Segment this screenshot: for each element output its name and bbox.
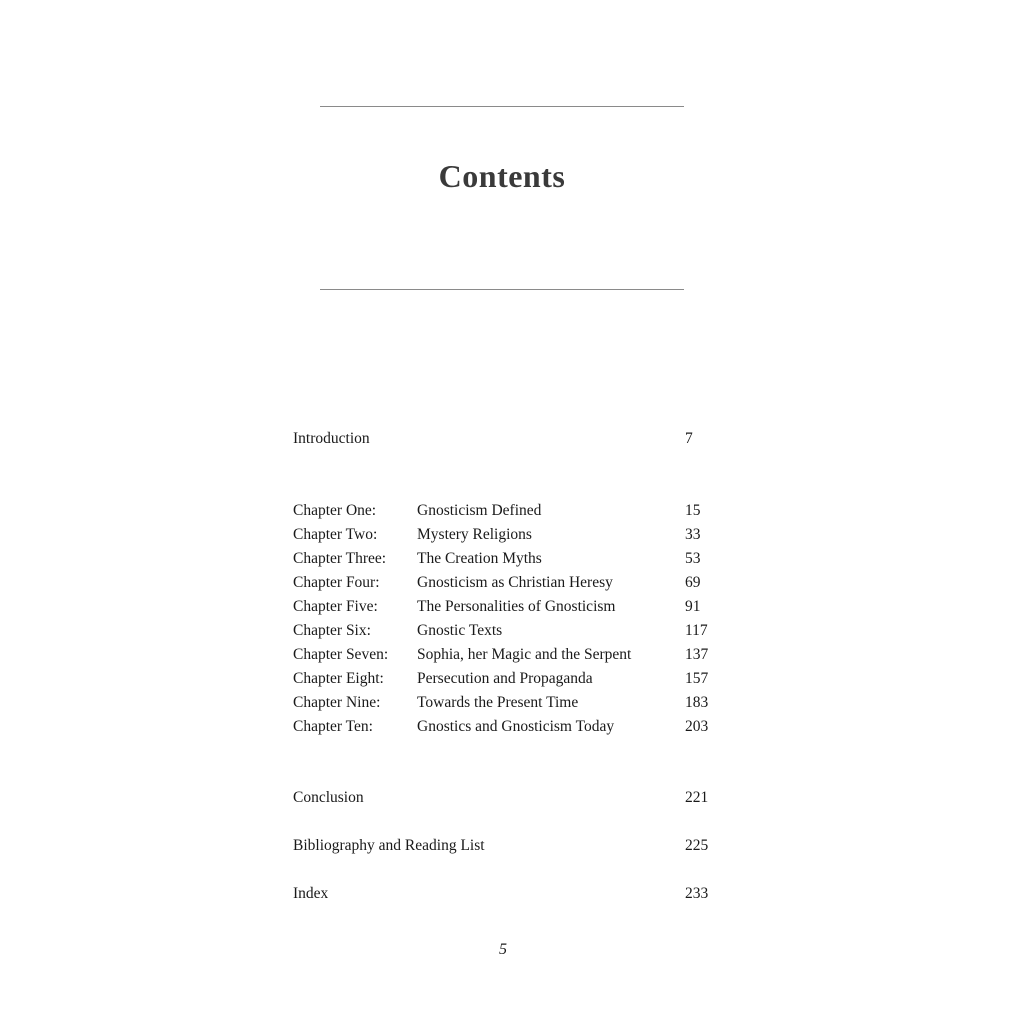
chapter-title: Mystery Religions <box>417 526 532 543</box>
chapter-label: Chapter Seven: <box>293 646 389 663</box>
toc-row <box>293 499 733 523</box>
chapter-title: Towards the Present Time <box>417 694 579 711</box>
chapter-label: Chapter Six: <box>293 622 371 639</box>
chapter-page-number: 137 <box>685 646 709 663</box>
chapter-title: Gnostics and Gnosticism Today <box>417 718 615 735</box>
chapter-label: Chapter Nine: <box>293 694 381 711</box>
bottom-rule <box>320 289 684 290</box>
chapter-page-number: 69 <box>685 574 701 591</box>
chapter-page-number: 117 <box>685 622 708 639</box>
chapter-page-number: 33 <box>685 526 701 543</box>
entry-label: Introduction <box>293 430 370 447</box>
chapter-title: The Creation Myths <box>417 550 542 567</box>
chapter-title: Sophia, her Magic and the Serpent <box>417 646 632 663</box>
chapter-label: Chapter Four: <box>293 574 380 591</box>
toc-row <box>293 619 733 643</box>
top-rule <box>320 106 684 107</box>
entry-label: Bibliography and Reading List <box>293 837 485 854</box>
chapter-label: Chapter Five: <box>293 598 378 615</box>
page-title: Contents <box>438 158 566 194</box>
chapter-page-number: 157 <box>685 670 709 687</box>
chapter-label: Chapter One: <box>293 502 377 519</box>
chapter-title: The Personalities of Gnosticism <box>417 598 616 615</box>
toc-row <box>293 643 733 667</box>
toc-row <box>293 691 733 715</box>
entry-page-number: 7 <box>685 430 693 447</box>
chapter-label: Chapter Eight: <box>293 670 384 687</box>
toc-row <box>293 547 733 571</box>
chapter-title: Persecution and Propaganda <box>417 670 593 687</box>
chapter-label: Chapter Ten: <box>293 718 373 735</box>
chapter-label: Chapter Two: <box>293 526 378 543</box>
chapter-label: Chapter Three: <box>293 550 387 567</box>
chapter-page-number: 53 <box>685 550 701 567</box>
entry-page-number: 225 <box>685 837 709 854</box>
chapter-page-number: 91 <box>685 598 701 615</box>
toc-row <box>293 571 733 595</box>
chapter-title: Gnosticism Defined <box>417 502 542 519</box>
toc-row <box>293 595 733 619</box>
entry-page-number: 221 <box>685 789 709 806</box>
toc-row <box>293 715 733 739</box>
chapter-title: Gnostic Texts <box>417 622 503 639</box>
toc-row <box>293 667 733 691</box>
chapter-page-number: 15 <box>685 502 701 519</box>
toc-row <box>293 523 733 547</box>
entry-label: Conclusion <box>293 789 364 806</box>
chapter-page-number: 203 <box>685 718 709 735</box>
chapter-page-number: 183 <box>685 694 709 711</box>
entry-label: Index <box>293 885 329 902</box>
chapter-title: Gnosticism as Christian Heresy <box>417 574 613 591</box>
entry-page-number: 233 <box>685 885 709 902</box>
page-number: 5 <box>499 941 507 958</box>
